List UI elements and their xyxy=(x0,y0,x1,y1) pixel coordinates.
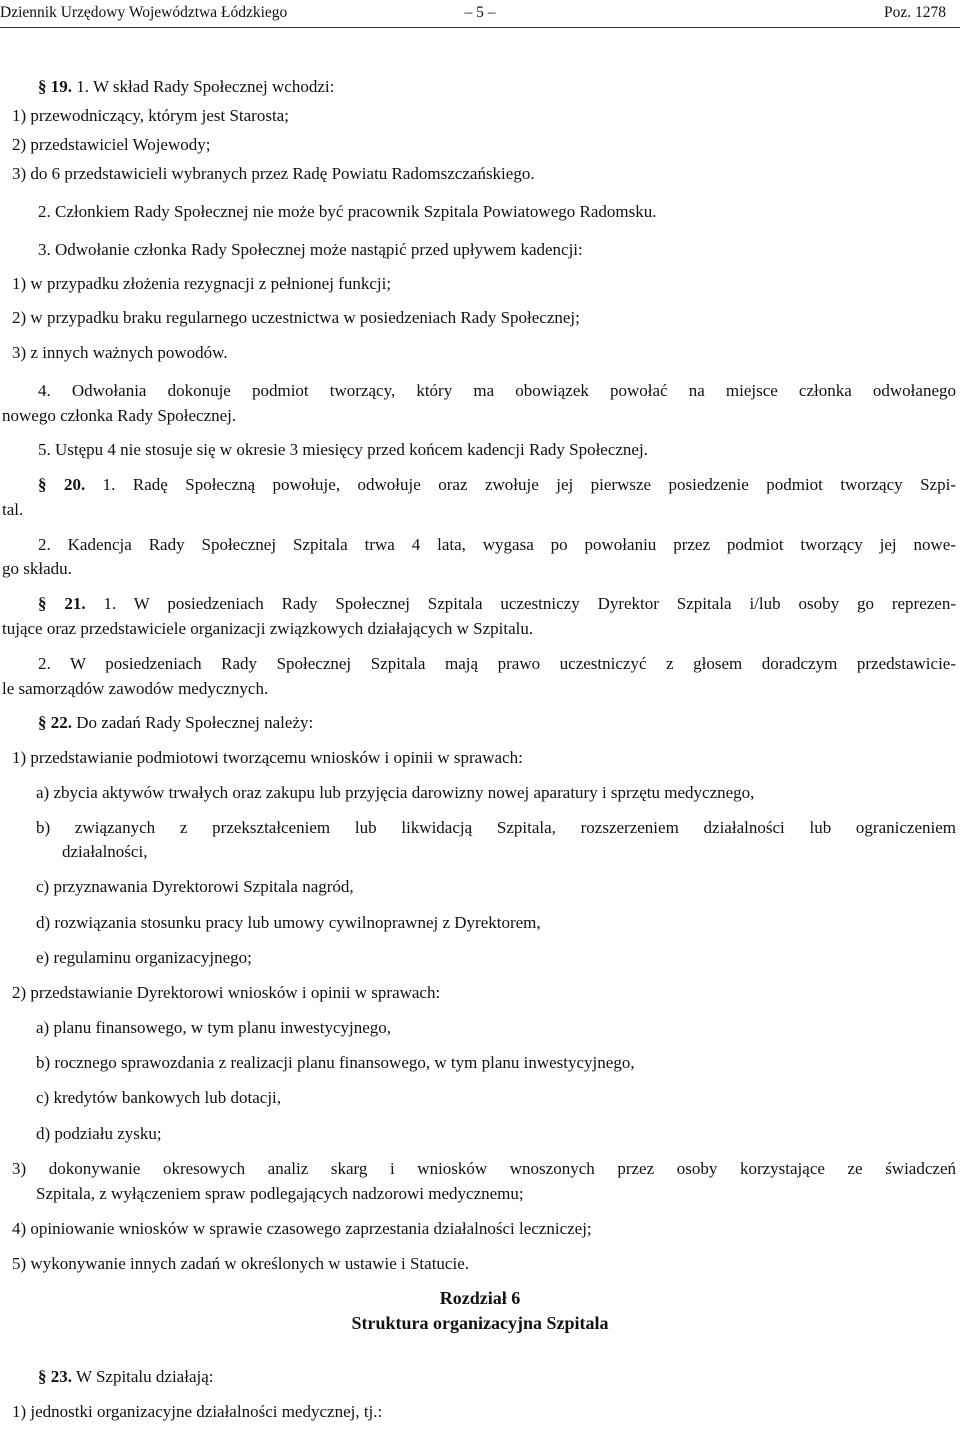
paragraph-22-first-line xyxy=(38,711,313,735)
list-item: e) regulaminu organizacyjnego; xyxy=(36,948,252,967)
chapter-number: Rozdział 6 xyxy=(439,1288,521,1308)
list-item: c) kredytów bankowych lub dotacji, xyxy=(36,1088,282,1107)
paragraph-text: 1. Radę Społeczną powołuje, odwołuje oraz zwołuje jej pierwsze posiedzenie podmiot tworzący Szpi- xyxy=(102,475,956,494)
list-item: b) rocznego sprawozdania z realizacji planu finansowego, w tym planu inwestycyjnego, xyxy=(36,1053,635,1072)
list-item: a) zbycia aktywów trwałych oraz zakupu lub przyjęcia darowizny nowej aparatury i sprzętu medycznego, xyxy=(36,783,755,802)
list-item: Szpitala, z wyłączeniem spraw podlegających nadzorowi medycznemu; xyxy=(36,1184,524,1203)
list-item: 4) opiniowanie wniosków w sprawie czasowego zaprzestania działalności leczniczej; xyxy=(12,1219,592,1238)
page-number: – 5 – xyxy=(464,4,496,21)
paragraph-text: 5. Ustępu 4 nie stosuje się w okresie 3 miesięcy przed końcem kadencji Rady Społecznej. xyxy=(38,440,648,459)
list-item: 2) przedstawiciel Wojewody; xyxy=(12,135,211,154)
paragraph-text: 4. Odwołania dokonuje podmiot tworzący, który ma obowiązek powołać na miejsce członka odwołanego xyxy=(38,381,956,400)
list-item: b) związanych z przekształceniem lub likwidacją Szpitala, rozszerzeniem działalności lub ograniczeniem xyxy=(36,818,956,837)
chapter-title: Struktura organizacyjna Szpitala xyxy=(351,1313,609,1333)
list-item: 3) do 6 przedstawicieli wybranych przez Radę Powiatu Radomszczańskiego. xyxy=(12,164,535,183)
list-item: 2) przedstawianie Dyrektorowi wniosków i opinii w sprawach: xyxy=(12,983,441,1002)
list-item: 5) wykonywanie innych zadań w określonych w ustawie i Statucie. xyxy=(12,1254,469,1273)
list-item: d) podziału zysku; xyxy=(36,1124,162,1143)
paragraph-21-first-line xyxy=(38,592,956,616)
paragraph-19-sentence-1: 1. W skład Rady Społecznej wchodzi: xyxy=(76,77,335,96)
paragraph-text: 3. Odwołanie członka Rady Społecznej może nastąpić przed upływem kadencji: xyxy=(38,240,583,259)
paragraph-text: 2. W posiedzeniach Rady Społecznej Szpitala mają prawo uczestniczyć z głosem doradczym przedstawicie- xyxy=(38,654,956,673)
paragraph-text: 2. Kadencja Rady Społecznej Szpitala trwa 4 lata, wygasa po powołaniu przez podmiot tworzący jej nowe- xyxy=(38,535,956,554)
list-item: 3) z innych ważnych powodów. xyxy=(12,343,228,362)
list-item: d) rozwiązania stosunku pracy lub umowy cywilnoprawnej z Dyrektorem, xyxy=(36,913,541,932)
paragraph-text: nowego członka Rady Społecznej. xyxy=(2,406,237,425)
paragraph-19-first-line xyxy=(38,75,334,99)
paragraph-text: go składu. xyxy=(2,559,72,578)
paragraph-22-number: § 22. xyxy=(38,713,72,732)
journal-title: Dziennik Urzędowy Województwa Łódzkiego xyxy=(0,4,288,21)
list-item: 1) w przypadku złożenia rezygnacji z pełnionej funkcji; xyxy=(12,274,392,293)
paragraph-21-number: § 21. xyxy=(38,594,86,613)
paragraph-text: le samorządów zawodów medycznych. xyxy=(2,679,269,698)
page-header xyxy=(0,0,960,28)
paragraph-20-number: § 20. xyxy=(38,475,86,494)
paragraph-text: Do zadań Rady Społecznej należy: xyxy=(76,713,314,732)
list-item: c) przyznawania Dyrektorowi Szpitala nagród, xyxy=(36,877,354,896)
paragraph-text: tal. xyxy=(2,500,24,519)
paragraph-text: W Szpitalu działają: xyxy=(75,1367,214,1386)
paragraph-20-first-line xyxy=(38,473,956,497)
list-item: działalności, xyxy=(62,842,148,861)
paragraph-23-first-line xyxy=(38,1365,213,1389)
list-item: 1) przedstawianie podmiotowi tworzącemu wniosków i opinii w sprawach: xyxy=(12,748,523,767)
paragraph-text: tujące oraz przedstawiciele organizacji związkowych działających w Szpitalu. xyxy=(2,619,534,638)
paragraph-text: 2. Członkiem Rady Społecznej nie może być pracownik Szpitala Powiatowego Radomsku. xyxy=(38,202,657,221)
position-number: Poz. 1278 xyxy=(884,4,946,21)
paragraph-23-number: § 23. xyxy=(38,1367,72,1386)
header-rule xyxy=(0,27,960,28)
list-item: 1) przewodniczący, którym jest Starosta; xyxy=(12,106,289,125)
list-item: a) planu finansowego, w tym planu inwestycyjnego, xyxy=(36,1018,392,1037)
list-item: 2) w przypadku braku regularnego uczestnictwa w posiedzeniach Rady Społecznej; xyxy=(12,308,580,327)
paragraph-19-number: § 19. xyxy=(38,77,72,96)
list-item: 3) dokonywanie okresowych analiz skarg i wniosków wnoszonych przez osoby korzystające ze świadczeń xyxy=(12,1159,956,1178)
paragraph-text: 1. W posiedzeniach Rady Społecznej Szpitala uczestniczy Dyrektor Szpitala i/lub osoby go reprezen- xyxy=(103,594,956,613)
list-item: 1) jednostki organizacyjne działalności medycznej, tj.: xyxy=(12,1402,383,1421)
